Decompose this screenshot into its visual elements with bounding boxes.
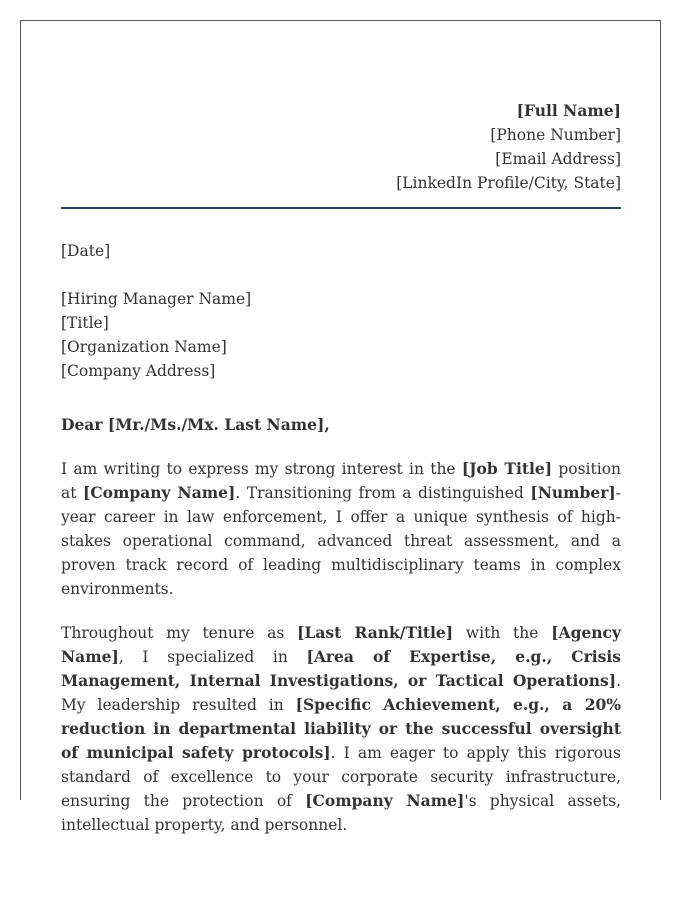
header-divider (61, 207, 621, 209)
recipient-address: [Company Address] (61, 362, 216, 380)
p2-text-1: Throughout my tenure as (61, 624, 298, 642)
p2-text-5: . I am eager to apply this rigorous standard of excellence to your corporate security infrastructure, ensuring the protection of (61, 744, 621, 810)
p2-text-2: with the (453, 624, 552, 642)
p1-number: [Number] (530, 483, 616, 502)
p2-area-of-expertise: [Area of Expertise, e.g., Crisis Management, Internal Investigations, or Tactical Operations] (61, 647, 621, 690)
p1-text-4: -year career in law enforcement, I offer a unique synthesis of high-stakes operational command, advanced threat assessment, and a proven track record of leading multidisciplinary teams in complex environments. (61, 484, 621, 598)
p2-text-3: , I specialized in (118, 648, 307, 666)
p1-text-3: . Transitioning from a distinguished (235, 484, 531, 502)
sender-header (61, 99, 621, 195)
salutation: Dear [Mr./Ms./Mx. Last Name], (61, 415, 330, 434)
p1-job-title: [Job Title] (461, 459, 553, 478)
body-paragraph-1 (61, 457, 621, 601)
sender-email: [Email Address] (495, 150, 621, 168)
letter-date: [Date] (61, 242, 111, 260)
p2-specific-achievement: [Specific Achievement, e.g., a 20% reduction in departmental liability or the successful oversight of municipal safety protocols] (61, 695, 621, 762)
letter-content (61, 99, 621, 837)
recipient-block (61, 287, 621, 383)
letter-page (20, 20, 661, 834)
p1-text-1: I am writing to express my strong interest in the (61, 460, 462, 478)
recipient-title: [Title] (61, 314, 109, 332)
p2-agency-name: [Agency Name] (61, 623, 621, 666)
sender-linkedin: [LinkedIn Profile/City, State] (396, 174, 621, 192)
recipient-organization: [Organization Name] (61, 338, 227, 356)
body-paragraph-2 (61, 621, 621, 837)
sender-phone: [Phone Number] (490, 126, 621, 144)
p2-company-name: [Company Name] (305, 791, 465, 810)
p2-last-rank: [Last Rank/Title] (297, 623, 454, 642)
p1-company-name: [Company Name] (82, 483, 236, 502)
p2-text-6: 's physical assets, intellectual property, and personnel. (61, 792, 621, 834)
recipient-name: [Hiring Manager Name] (61, 290, 252, 308)
p2-text-4: . My leadership resulted in (61, 672, 621, 714)
sender-full-name: [Full Name] (516, 101, 621, 120)
p1-text-2: position at (61, 460, 622, 502)
